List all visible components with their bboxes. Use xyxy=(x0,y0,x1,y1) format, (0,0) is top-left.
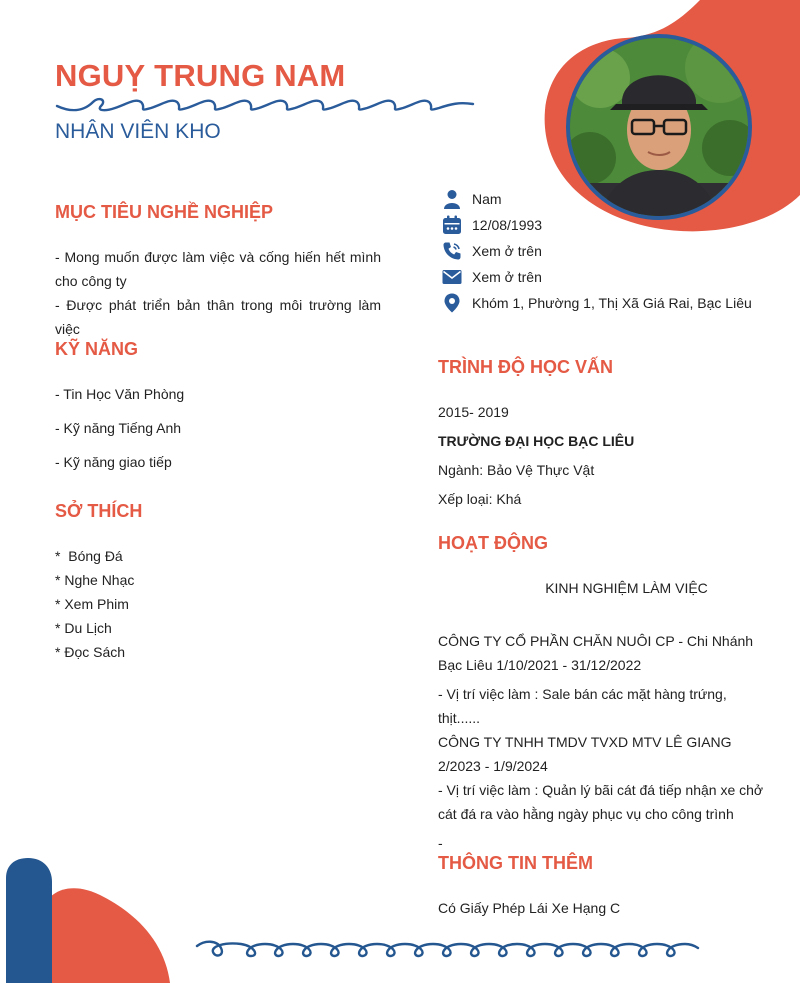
calendar-icon xyxy=(441,214,463,236)
education-school: TRƯỜNG ĐẠI HỌC BẠC LIÊU xyxy=(438,433,635,449)
contact-birthday-text: 12/08/1993 xyxy=(472,217,543,233)
section-title-extra-info: THÔNG TIN THÊM xyxy=(438,853,593,873)
skills-list xyxy=(55,382,184,484)
work-line: CÔNG TY CỔ PHẦN CHĂN NUÔI CP - Chi Nhánh Bạc Liêu 1/10/2021 - 31/12/2022 xyxy=(438,633,754,673)
decorative-shape-bottom-left xyxy=(0,850,175,983)
contact-gender xyxy=(441,186,752,212)
education-grade: Xếp loại: Khá xyxy=(438,491,522,507)
contact-email-text: Xem ở trên xyxy=(472,269,542,285)
objective-line: - Được phát triển bản thân trong môi trường làm việc xyxy=(55,297,381,337)
hobby-item: * Xem Phim xyxy=(55,596,129,612)
extra-info-text: Có Giấy Phép Lái Xe Hạng C xyxy=(438,900,621,916)
objective-line: - Mong muốn được làm việc và cống hiến hết mình cho công ty xyxy=(55,249,381,289)
work-experience-block xyxy=(438,629,766,855)
education-period: 2015- 2019 xyxy=(438,404,509,420)
job-position: NHÂN VIÊN KHO xyxy=(55,120,221,143)
work-line: - Vị trí việc làm : Sale bán các mặt hàng trứng, thịt...... xyxy=(438,686,727,726)
contact-gender-text: Nam xyxy=(472,191,502,207)
section-title-objective: MỤC TIÊU NGHỀ NGHIỆP xyxy=(55,202,274,222)
contact-phone-text: Xem ở trên xyxy=(472,243,542,259)
person-icon xyxy=(441,188,463,210)
hobby-item: * Đọc Sách xyxy=(55,644,126,660)
work-line: - Vị trí việc làm : Quản lý bãi cát đá tiếp nhận xe chở cát đá ra vào hằng ngày phục vụ cho công trình xyxy=(438,782,764,822)
skill-item: - Kỹ năng Tiếng Anh xyxy=(55,420,182,436)
section-title-education: TRÌNH ĐỘ HỌC VẤN xyxy=(438,357,613,377)
contact-phone xyxy=(441,238,752,264)
contact-email xyxy=(441,264,752,290)
hobby-item: * Du Lịch xyxy=(55,620,112,636)
contact-info xyxy=(441,186,752,316)
education-block xyxy=(438,400,634,516)
phone-icon xyxy=(441,240,463,262)
work-line: - xyxy=(438,835,443,851)
contact-address xyxy=(441,290,752,316)
location-pin-icon xyxy=(441,292,463,314)
objective-body xyxy=(55,245,381,341)
skill-item: - Tin Học Văn Phòng xyxy=(55,386,185,402)
hobby-item: * Nghe Nhạc xyxy=(55,572,135,588)
section-title-skills: KỸ NĂNG xyxy=(55,339,139,359)
skill-item: - Kỹ năng giao tiếp xyxy=(55,454,172,470)
hobby-item: * Bóng Đá xyxy=(55,548,123,564)
section-title-activities: HOẠT ĐỘNG xyxy=(438,533,548,553)
contact-address-text: Khóm 1, Phường 1, Thị Xã Giá Rai, Bạc Liêu xyxy=(472,295,752,311)
contact-birthday xyxy=(441,212,752,238)
section-title-hobbies: SỞ THÍCH xyxy=(55,501,143,521)
work-experience-heading: KINH NGHIỆM LÀM VIỆC xyxy=(545,580,708,596)
work-line: CÔNG TY TNHH TMDV TVXD MTV LÊ GIANG 2/2023 - 1/9/2024 xyxy=(438,734,732,774)
email-icon xyxy=(441,266,463,288)
candidate-name: NGUỴ TRUNG NAM xyxy=(55,58,346,93)
decorative-squiggle-top xyxy=(55,94,475,118)
decorative-squiggle-bottom xyxy=(195,936,700,962)
education-major: Ngành: Bảo Vệ Thực Vật xyxy=(438,462,595,478)
hobbies-list xyxy=(55,544,134,664)
